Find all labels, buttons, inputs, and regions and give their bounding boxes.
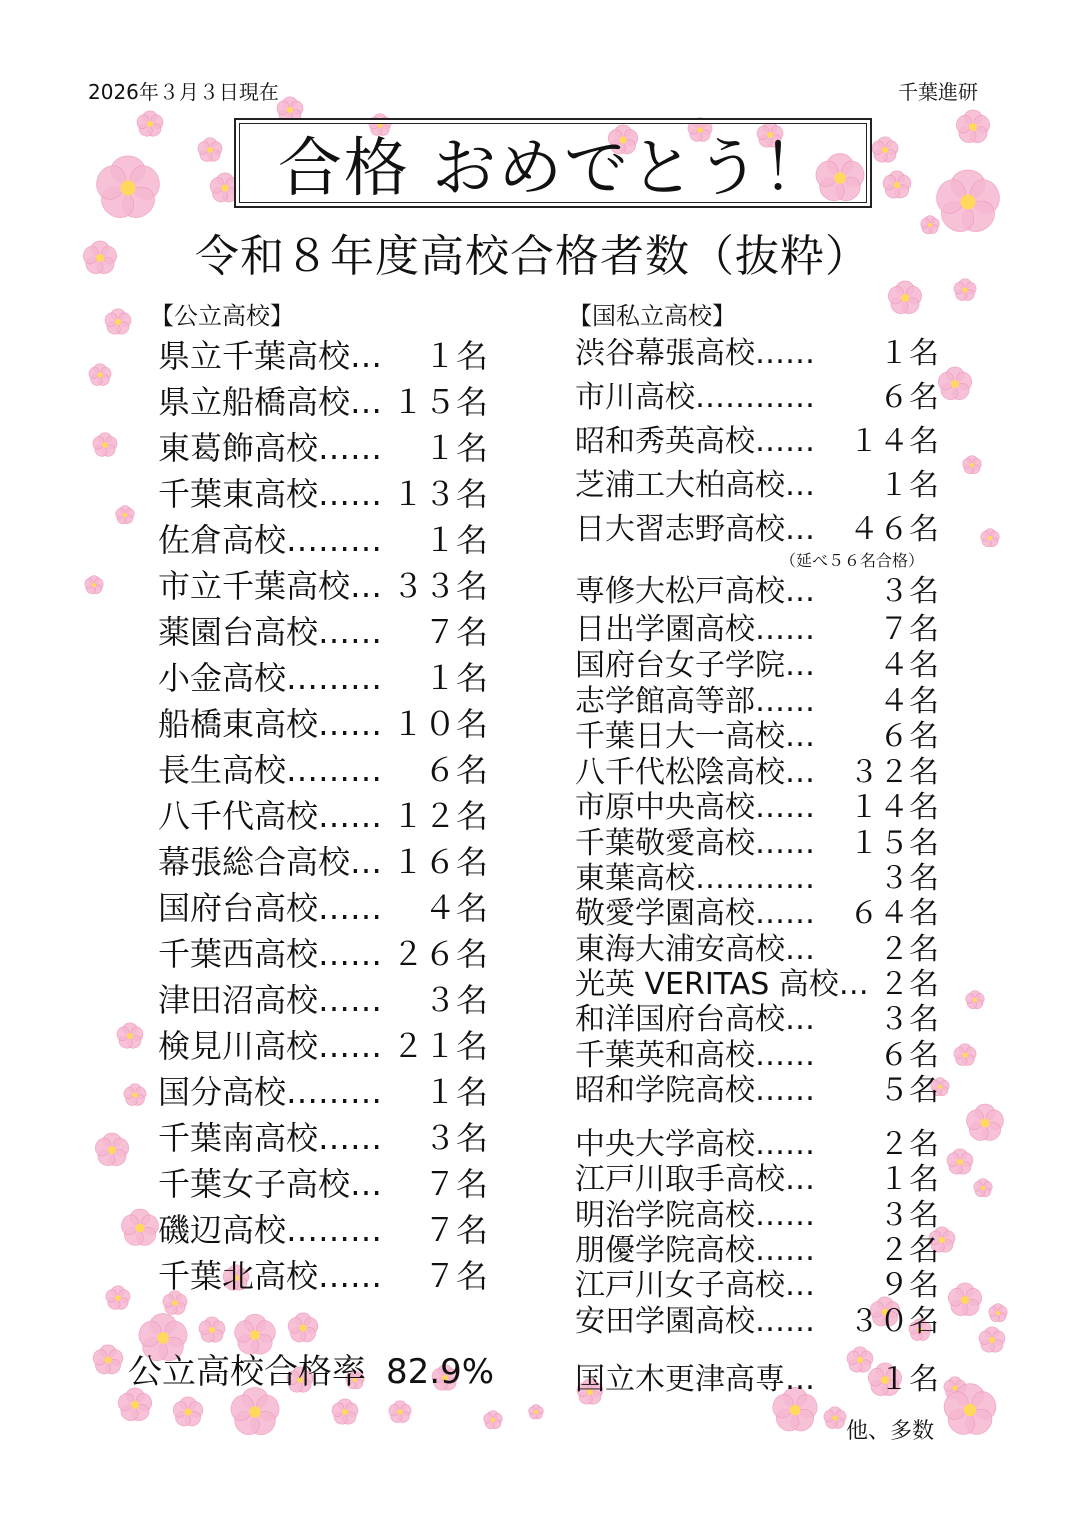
page-title: 合格 おめでとう！ xyxy=(234,118,872,208)
pass-count: ２１名 xyxy=(391,1027,488,1065)
school-row xyxy=(158,794,488,838)
school-name: 佐倉高校……… xyxy=(158,521,383,559)
pass-count: １名 xyxy=(879,1162,939,1197)
school-name: 県立船橋高校… xyxy=(158,383,383,421)
school-row xyxy=(158,334,488,378)
pass-count: １名 xyxy=(423,521,488,559)
pass-count: １名 xyxy=(879,468,939,503)
school-row xyxy=(158,1208,488,1252)
school-name: 安田学園高校…… xyxy=(575,1304,815,1339)
school-name: 明治学院高校…… xyxy=(575,1198,815,1233)
blossom-icon xyxy=(936,367,974,403)
blossom-icon xyxy=(483,1411,504,1431)
school-name: 千葉北高校…… xyxy=(158,1257,383,1295)
school-name: 市原中央高校…… xyxy=(575,790,815,825)
pass-count: ５名 xyxy=(879,1073,939,1108)
blossom-icon xyxy=(881,171,912,201)
public-pass-rate xyxy=(128,1344,494,1393)
school-name: 千葉英和高校…… xyxy=(575,1038,815,1073)
school-name: 八千代高校…… xyxy=(158,797,383,835)
blossom-icon xyxy=(965,991,986,1011)
pass-count: ４名 xyxy=(879,648,939,683)
blossom-icon xyxy=(886,281,924,317)
blossom-icon xyxy=(116,1388,154,1424)
blossom-icon xyxy=(920,216,941,236)
school-row xyxy=(158,472,488,516)
school-row xyxy=(575,336,939,372)
blossom-icon xyxy=(946,1283,984,1319)
pass-count: ３名 xyxy=(423,981,488,1019)
school-name: 光英 VERITAS 高校… xyxy=(575,967,869,1002)
school-name: 幕張総合高校… xyxy=(158,843,383,881)
blossom-icon xyxy=(122,1084,147,1108)
school-row xyxy=(575,1073,939,1109)
blossom-icon xyxy=(954,110,992,146)
school-row xyxy=(575,1233,939,1269)
school-name: 志学館高等部…… xyxy=(575,684,815,719)
school-name: 検見川高校…… xyxy=(158,1027,383,1065)
school-row xyxy=(575,512,939,548)
school-name: 昭和学院高校…… xyxy=(575,1073,815,1108)
school-row xyxy=(575,967,939,1003)
school-row xyxy=(575,1002,939,1038)
school-name: 芝浦工大柏高校… xyxy=(575,468,815,503)
school-row xyxy=(575,1362,939,1398)
blossom-icon xyxy=(92,156,163,224)
date-stamp: 2026年３月３日現在 xyxy=(88,80,279,104)
pass-count: １５名 xyxy=(849,826,939,861)
school-name: 薬園台高校…… xyxy=(158,613,383,651)
school-row xyxy=(158,426,488,470)
blossom-icon xyxy=(962,456,983,476)
school-name: 小金高校……… xyxy=(158,659,383,697)
private-schools-heading: 【国私立高校】 xyxy=(568,302,736,330)
blossom-icon xyxy=(196,138,223,164)
blossom-icon xyxy=(980,529,1001,549)
school-row xyxy=(575,574,939,610)
school-row xyxy=(158,564,488,608)
school-row xyxy=(575,424,939,460)
school-name: 東葛飾高校…… xyxy=(158,429,383,467)
school-row xyxy=(575,648,939,684)
blossom-icon xyxy=(103,309,132,337)
school-name: 昭和秀英高校…… xyxy=(575,424,815,459)
school-row xyxy=(158,748,488,792)
blossom-icon xyxy=(387,1401,412,1425)
blossom-icon xyxy=(93,1133,131,1169)
school-row xyxy=(158,1116,488,1160)
blossom-icon xyxy=(952,1044,977,1068)
school-row xyxy=(158,380,488,424)
blossom-icon xyxy=(171,1397,205,1429)
school-row xyxy=(575,1304,939,1340)
school-name: 敬愛学園高校…… xyxy=(575,896,815,931)
pass-count: ６名 xyxy=(879,719,939,754)
pass-count: ７名 xyxy=(423,613,488,651)
school-name: 江戸川取手高校… xyxy=(575,1162,815,1197)
school-row xyxy=(575,755,939,791)
pass-count: ３名 xyxy=(879,1198,939,1233)
school-row xyxy=(575,1038,939,1074)
school-row xyxy=(158,610,488,654)
pass-count: ７名 xyxy=(879,612,939,647)
pass-count: １名 xyxy=(879,336,939,371)
pass-count: ７名 xyxy=(423,1165,488,1203)
school-name: 国府台高校…… xyxy=(158,889,383,927)
school-name: 千葉女子高校… xyxy=(158,1165,383,1203)
pass-count: ３名 xyxy=(879,574,939,609)
school-name: 市立千葉高校… xyxy=(158,567,383,605)
pass-count: ７名 xyxy=(423,1257,488,1295)
school-row xyxy=(158,1162,488,1206)
school-name: 市川高校………… xyxy=(575,380,815,415)
school-name: 千葉日大一高校… xyxy=(575,719,815,754)
school-name: 朋優学院高校…… xyxy=(575,1233,815,1268)
brand-name: 千葉進研 xyxy=(898,80,978,104)
blossom-icon xyxy=(973,1179,994,1199)
blossom-icon xyxy=(932,170,1003,238)
pass-count: ３０名 xyxy=(849,1304,939,1339)
pass-count: ６名 xyxy=(423,751,488,789)
pass-count: ６名 xyxy=(879,380,939,415)
blossom-icon xyxy=(228,1388,283,1440)
school-name: 千葉東高校…… xyxy=(158,475,383,513)
school-name: 国分高校……… xyxy=(158,1073,383,1111)
blossom-icon xyxy=(87,364,112,388)
school-name: 国府台女子学院… xyxy=(575,648,815,683)
pass-count: ７名 xyxy=(423,1211,488,1249)
school-row xyxy=(575,719,939,755)
school-row xyxy=(575,380,939,416)
pass-count: １５名 xyxy=(391,383,488,421)
school-row xyxy=(158,978,488,1022)
pass-count: １名 xyxy=(423,1073,488,1111)
school-name: 専修大松戸高校… xyxy=(575,574,815,609)
school-row xyxy=(158,656,488,700)
others-note: 他、多数 xyxy=(846,1419,935,1444)
pass-count: １名 xyxy=(423,429,488,467)
pass-count: ３名 xyxy=(879,1002,939,1037)
pass-count: ２名 xyxy=(879,932,939,967)
pass-rate-label: 公立高校合格率 xyxy=(128,1352,366,1392)
pass-rate-value: 82.9% xyxy=(386,1352,495,1392)
school-name: 千葉西高校…… xyxy=(158,935,383,973)
blossom-icon xyxy=(104,1286,131,1312)
pass-count: １０名 xyxy=(391,705,488,743)
school-name: 国立木更津高専… xyxy=(575,1362,815,1397)
pass-count: ２名 xyxy=(879,1127,939,1162)
blossom-icon xyxy=(286,1313,320,1345)
school-name: 渋谷幕張高校…… xyxy=(575,336,815,371)
pass-count: ４名 xyxy=(423,889,488,927)
school-name: 磯辺高校……… xyxy=(158,1211,383,1249)
pass-count: ３名 xyxy=(879,861,939,896)
school-row xyxy=(575,861,939,897)
blossom-icon xyxy=(330,1399,359,1427)
school-row xyxy=(575,612,939,648)
school-row xyxy=(158,518,488,562)
pass-count: ４名 xyxy=(879,684,939,719)
pass-count: ２６名 xyxy=(391,935,488,973)
pass-count: ３２名 xyxy=(849,755,939,790)
school-name: 長生高校……… xyxy=(158,751,383,789)
pass-count: ２名 xyxy=(879,1233,939,1268)
school-name: 和洋国府台高校… xyxy=(575,1002,815,1037)
blossom-icon xyxy=(988,1304,1009,1324)
blossom-icon xyxy=(84,576,105,596)
school-row xyxy=(575,790,939,826)
blossom-icon xyxy=(91,1345,125,1377)
blossom-icon xyxy=(91,433,118,459)
school-row xyxy=(575,468,939,504)
blossom-icon xyxy=(945,1149,974,1177)
school-row xyxy=(158,1024,488,1068)
pass-count: １名 xyxy=(423,337,488,375)
blossom-icon xyxy=(822,1407,847,1431)
pass-count: １名 xyxy=(879,1362,939,1397)
school-name: 県立千葉高校… xyxy=(158,337,383,375)
school-row xyxy=(575,896,939,932)
blossom-icon xyxy=(870,137,899,165)
blossom-icon xyxy=(135,111,164,139)
pass-count: ６４名 xyxy=(849,896,939,931)
public-schools-heading: 【公立高校】 xyxy=(150,302,294,330)
school-name: 八千代松陰高校… xyxy=(575,755,815,790)
blossom-icon xyxy=(119,1209,161,1249)
school-name: 日出学園高校…… xyxy=(575,612,815,647)
blossom-icon xyxy=(964,1104,1006,1144)
pass-count: １６名 xyxy=(391,843,488,881)
pass-count: １４名 xyxy=(849,790,939,825)
school-row xyxy=(158,932,488,976)
pass-count: ２名 xyxy=(879,967,939,1002)
school-name: 中央大学高校…… xyxy=(575,1127,815,1162)
school-row xyxy=(158,886,488,930)
school-row xyxy=(575,1127,939,1163)
school-name: 江戸川女子高校… xyxy=(575,1268,815,1303)
pass-count: ６名 xyxy=(879,1038,939,1073)
pass-count: １名 xyxy=(423,659,488,697)
blossom-icon xyxy=(115,506,136,526)
school-row xyxy=(575,932,939,968)
page-subtitle: 令和８年度高校合格者数（抜粋） xyxy=(195,231,870,282)
blossom-icon xyxy=(115,1023,144,1051)
pass-count: １４名 xyxy=(849,424,939,459)
pass-count: １３名 xyxy=(391,475,488,513)
school-name: 東海大浦安高校… xyxy=(575,932,815,967)
school-name: 千葉敬愛高校…… xyxy=(575,826,815,861)
pass-count: ４６名 xyxy=(849,512,939,547)
nihon-narashino-note: （延べ５６名合格） xyxy=(780,551,925,570)
school-row xyxy=(575,826,939,862)
school-row xyxy=(158,702,488,746)
school-name: 東葉高校………… xyxy=(575,861,815,896)
school-row xyxy=(158,1254,488,1298)
school-row xyxy=(575,1268,939,1304)
pass-count: ３３名 xyxy=(391,567,488,605)
blossom-icon xyxy=(952,279,977,303)
school-row xyxy=(575,1198,939,1234)
blossom-icon xyxy=(81,241,119,277)
school-name: 船橋東高校…… xyxy=(158,705,383,743)
blossom-icon xyxy=(197,1317,226,1345)
pass-count: ９名 xyxy=(879,1268,939,1303)
pass-count: １２名 xyxy=(391,797,488,835)
school-row xyxy=(158,1070,488,1114)
blossom-icon xyxy=(528,1404,545,1420)
school-name: 千葉南高校…… xyxy=(158,1119,383,1157)
school-row xyxy=(575,1162,939,1198)
school-name: 日大習志野高校… xyxy=(575,512,815,547)
pass-count: ３名 xyxy=(423,1119,488,1157)
school-row xyxy=(158,840,488,884)
school-row xyxy=(575,684,939,720)
blossom-icon xyxy=(977,1327,1006,1355)
school-name: 津田沼高校…… xyxy=(158,981,383,1019)
